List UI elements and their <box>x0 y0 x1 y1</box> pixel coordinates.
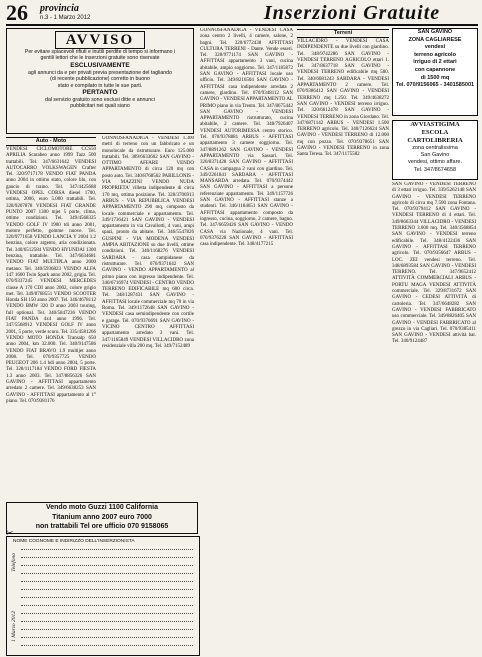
section-title: Inserzioni Gratuite <box>263 2 441 24</box>
coupon-line[interactable] <box>21 581 193 582</box>
coupon-title: NOME COGNOME E INDIRIZZO DELL'INSERZIONISTA <box>13 539 135 544</box>
coupon-line[interactable] <box>21 597 193 598</box>
box-line: vendesi, ottimo affare. <box>407 159 462 166</box>
box-line: con capannone <box>414 66 456 73</box>
column-4 <box>297 28 389 652</box>
coupon-line[interactable] <box>21 645 193 646</box>
land-ad-box <box>392 28 478 116</box>
notice-exclusive: ESCLUSIVAMENTE <box>70 61 130 69</box>
column-3 <box>200 28 293 652</box>
coupon-line[interactable] <box>21 637 193 638</box>
ad-text: GONNOSFANADIGA - VENDESI CASA zona centro 2 livelli, 4 camere, salone, 2 bagni. Tel. 320/6772438 AFFITTASI CULTURA TERRENI - Dante. Vende esseri. Tel. 328/9771174 SAN GAVINO - AFFITTASI appartamento 3 vani, cucina abitabile, ampio soggiorno. Tel. 347/1185872 SAN GAVINO - AFFITTASI locale uso ufficio. Tel. 349/8216504 SAN GAVINO - AFFITTASI casa indipendente arredata 2 camere, giardino. Tel. 070/9348112 SAN GAVINO - VENDESI APPARTAMENTO AL PRIMO piano in via Trento. Tel. 347/8675442 SAN GAVINO - VENDESI APPARTAMENTO ristrutturato, cucina abitabile, 2 camere. Tel. 348/7926407 VENDESI AUTORIMESSA centro storico. Tel. 070/9378881 ARBUS - AFFITTASI appartamento 3 camere soggiorno. Tel. 347/8891262 SAN GAVINO - VENDESI APPARTAMENTO via Sassari. Tel. 320/8371428 SAN GAVINO - AFFITTASI CASA in campagna 2 vani con giardino. Tel. 349/2261841 SARDARA - AFFITTASI MANSARDA arredata. Tel. 070/9374442 SAN GAVINO - AFFITTASI a persone referenziate appartamento. Tel. 349/1157726 SAN GAVINO - AFFITTASI stanze a studenti. Tel. 346/1184651 SAN GAVINO - AFFITTASI appartamento composto da ingresso, cucina, soggiorno, 2 camere, bagno. Tel. 347/6659426 SAN GAVINO - VENDO CASA via Nazionale, 4 vani. Tel. 070/9376228 SAN GAVINO - AFFITTASI casa indipendente. Tel. 348/4177215 <box>200 28 293 248</box>
category-heading: Auto - Moto <box>6 137 96 146</box>
box-line: CARTOLIBRERIA <box>407 137 463 144</box>
column-2 <box>102 136 194 498</box>
page-header <box>6 2 478 26</box>
box-line: SAN GAVINO <box>417 29 453 35</box>
notice-pertanto: PERTANTO <box>82 89 118 97</box>
box-phone: Tel. 070/9156065 - 3401585001 <box>395 82 475 89</box>
coupon-line[interactable] <box>21 565 193 566</box>
box-line: vendesi <box>424 44 446 51</box>
shop-ad-box <box>392 120 478 180</box>
box-line: San Gavino <box>420 152 450 159</box>
coupon-line[interactable] <box>21 613 193 614</box>
coupon-line[interactable] <box>21 589 193 590</box>
notice-title: AVVISO <box>55 31 145 49</box>
box-phone: Tel. 347/8674658 <box>413 166 457 173</box>
coupon-line[interactable] <box>21 629 193 630</box>
moto-ad-line: non trattabili Tel ore ufficio 070 9158065 <box>35 523 169 530</box>
box-line: irriguo di 2 ettari <box>413 59 457 66</box>
box-line: ESCOLA <box>421 129 449 136</box>
box-line: terreno agricolo <box>414 51 456 58</box>
issue-date: n.3 - 1 Marzo 2012 <box>40 15 91 21</box>
coupon-line[interactable] <box>21 605 193 606</box>
box-line: di 1500 mq <box>420 74 450 81</box>
coupon-line[interactable] <box>21 549 193 550</box>
category-heading: Terreni <box>297 29 389 38</box>
notice-line: pubblicitari nei quali siano <box>70 103 130 110</box>
coupon-line[interactable] <box>21 557 193 558</box>
coupon-form <box>6 529 200 656</box>
ad-text: SAN GAVINO - VENDESI TERRENO di 3 ettari irriguo. Tel. 339/5262148 SAN GAVINO - VENDESI TERRENO agricolo di circa mq 7.500 zona Fontana. Tel. 070/9379412 SAN GAVINO - VENDESI TERRENO di 4 ettari. Tel. 349/8663344 VILLACIDRO - VENDESI TERRENO 3.000 mq. Tel. 340/3568854 SAN GAVINO - VENDESI terreno edificabile. Tel. 348/4122436 SAN GAVINO - AFFITTASI TERRENO agricolo. Tel. 070/9356647 ARBUS - LOC. ZEI vendesi terreno. Tel. 348/6893584 SAN GAVINO - VENDESI TERRENO. Tel. 347/9652412 ATTIVITÀ COMMERCIALI ARBUS - PORTU MAGA VENDESI ATTIVITÀ commerciale. Tel. 329/8731672 SAN GAVINO - CEDESI ATTIVITÀ di cartoleria. Tel. 347/6648282 SAN GAVINO - VENDESI FABBRICATO uso commerciale. Tel. 349/8826405 SAN GAVINO - VENDESI FABBRICATO al grezzo in via Cagliari. Tel. 070/9385411 SAN GAVINO - VENDESI attività bar. Tel. 340/9124487 <box>392 182 476 345</box>
moto-ad-box <box>6 502 198 534</box>
box-line: ZONA CAGLIARESE <box>408 36 462 43</box>
scissors-icon: ✂ <box>6 529 14 539</box>
ad-text: VILLACIDRO - VENDESI CASA INDIPENDENTE su due livelli con giardino. Tel. 348/9742286 SAN GAVINO - VENDESI TERRENO AGRICOLO ettari 1. Tel. 347/8637718 SAN GAVINO - VENDESI TERRENO edificabile mq 500. Tel. 340/6681243 SARDARA - VENDESI APPARTAMENTO 2 camere. Tel. 070/9386412 SAN GAVINO - VENDESI TERRENO mq 1.250. Tel. 349/4638272 SAN GAVINO - VENDESI terreno irriguo. Tel. 320/6612478 SAN GAVINO - VENDESI TERRENO in zona Giordano. Tel. 347/6871142 ARBUS - VENDESI 1.500 TERRENO agricolo. Tel. 340/7126624 SAN GAVINO - VENDESI TERRENO di 12.000 mq con pozzo. Tel. 070/9378651 SAN GAVINO - VENDESI TERRENO in zona Santa Teresa. Tel. 347/1175582 <box>297 39 389 158</box>
box-line: zona centralissima <box>412 145 458 151</box>
box-line: AVVIASTIGIMA <box>410 121 460 128</box>
notice-line: Per evitare spiacevoli rifiuti e inutili perdite di tempo si informano i <box>24 49 176 55</box>
notice-box <box>6 28 194 134</box>
ad-text: VENDESI CICLOMOTORE CCS50 APRILIA Scarabeo anno 1999 Tazz 500 trattabili. Tel. 347/6631642 VENDESI AUTOCARRO VOLKSWAGEN Crafter Tel. 320/9717178 VENDO FIAT PANDA anno 2004 in ottimo stato, colore blu, con gancio di traino. Tel. 347/4425688 VENDESI OPEL CORSA diesel 1700, ottima, 2006, euro 5.000 trattabili. Tel. 328/9207878 VENDESI FIAT GRANDE PUNTO 2007 1300 mjet 5 porte, clima, ottime condizioni. Tel. 349/4568325 VENDO GOLF IV 1900 tdi anno 2001, motore perfetto, gomme nuove. Tel. 320/9771658 VENDO LANCIA Y 2004 1.2 benzina, colore argento, aria condizionata. Tel. 340/6512584 VENDO HYUNDAI 1300 benzina, trattabile. Tel. 347/6634681 VENDO FIAT MULTIPLA anno 2000 metano. Tel. 340/5936823 VENDO ALFA 147 1600 Twin Spark anno 2002, grigia. Tel. 070/9337245 VENDESI MERCEDES classe A 170 CDI anno 2002, colore grigio met. Tel. 349/8768551 VENDO SCOOTER Honda SH 150 anno 2007. Tel. 346/4678112 VENDO BMW 320 D anno 2003 touring, full optional. Tel. 340/5847236 VENDO FIAT PANDA 4x4 anno 1996. Tel. 347/5568912 VENDESI GOLF IV anno 2001, 5 porte, verde scuro. Tel. 335/4581266 VENDO MOTO HONDA Transalp 650 anno 2004, km 32.000. Tel. 340/9147586 VENDO FIAT BRAVO 1.9 multijet anno 2008. Tel. 070/9357725 VENDO PEUGEOT 206 1.4 hdi anno 2004, 5 porte. Tel. 328/1117184 VENDO FORD FIESTA 1.3 anno 2003. Tel. 347/8856326 SAN GAVINO - AFFITTASI appartamento arredato 2 camere. Tel. 349/6638253 SAN GAVINO - AFFITTASI appartamento al 1° piano. Tel. 070/9381176 <box>6 147 96 404</box>
notice-line: stato e compilato in tutte le sue parti. <box>57 82 143 89</box>
coupon-line[interactable] <box>21 621 193 622</box>
coupon-date: 1 Marzo 2012 <box>11 611 17 642</box>
notice-line: agli annunci da e per privati previa presentazione del tagliando <box>28 69 172 76</box>
notice-line: gentili lettori che le inserzioni gratuite sono riservate <box>40 55 160 62</box>
column-5 <box>392 182 476 652</box>
moto-ad-line: Titanium anno 2007 euro 7000 <box>52 513 152 521</box>
newspaper-logo: provincia <box>40 3 79 14</box>
notice-line: (di recente pubblicazione) corretto in buono <box>50 76 150 83</box>
ad-text: GONNOSFANADIGA - VENDESI 1.300 metri di terreno con un fabbricato e un monolocale da ristrutturare. Euro 125.000 trattabili. Tel. 389/6633602 SAN GAVINO - OTTIMO AFFARE VENDO APPARTAMENTO di circa 120 mq con posto auto. Tel. 340/8768562 PABILLONIS - VIA MAZZINI VENDO NUDA PROPRIETA' villetta indipendente di circa 170 mq, ottima posizione. Tel. 328/3706913 ARBUS - VIA REPUBBLICA VENDESI APPARTAMENTO 290 mq, composto da locale commerciale e appartamento. Tel. 349/1736421 SAN GAVINO - VENDESI appartamento in via Cavallotti, 4 vani, ampi spazi, pronto da abitare. Tel. 346/5547826 GUSPINI - VIA MODENA VENDESI AMPIA ABITAZIONE su due livelli, ottime condizioni. Tel. 340/1168276 VENDESI SARDARA - casa campidanese da ristrutturare. Tel. 070/9371642 SAN GAVINO - VENDO APPARTAMENTO al primo piano con ingresso indipendente. Tel. 340/6716974 VENDESI - CENTRO VENDO TERRENO EDIFICABILE mq 600 circa. Tel. 348/1287431 SAN GAVINO - AFFITTASI locale commerciale mq 70 in via Roma. Tel. 349/1172648 SAN GAVINO - VENDESI casa semindipendente con cortile e garage. Tel. 070/9376691 SAN GAVINO - VICINO CENTRO AFFITTASI appartamento arredato 3 vani. Tel. 347/1165849 VENDESI VILLACIDRO zona residenziale villa 200 mq. Tel. 349/7152489 <box>102 136 194 349</box>
column-1 <box>6 136 96 498</box>
notice-line: dal servizio gratuito sono esclusi ditte e annunci <box>45 97 155 104</box>
page-number: 26 <box>6 0 28 25</box>
coupon-line[interactable] <box>21 573 193 574</box>
moto-ad-line: Vendo moto Guzzi 1100 California <box>45 504 159 511</box>
coupon-phone-label: Telefono <box>11 553 17 572</box>
